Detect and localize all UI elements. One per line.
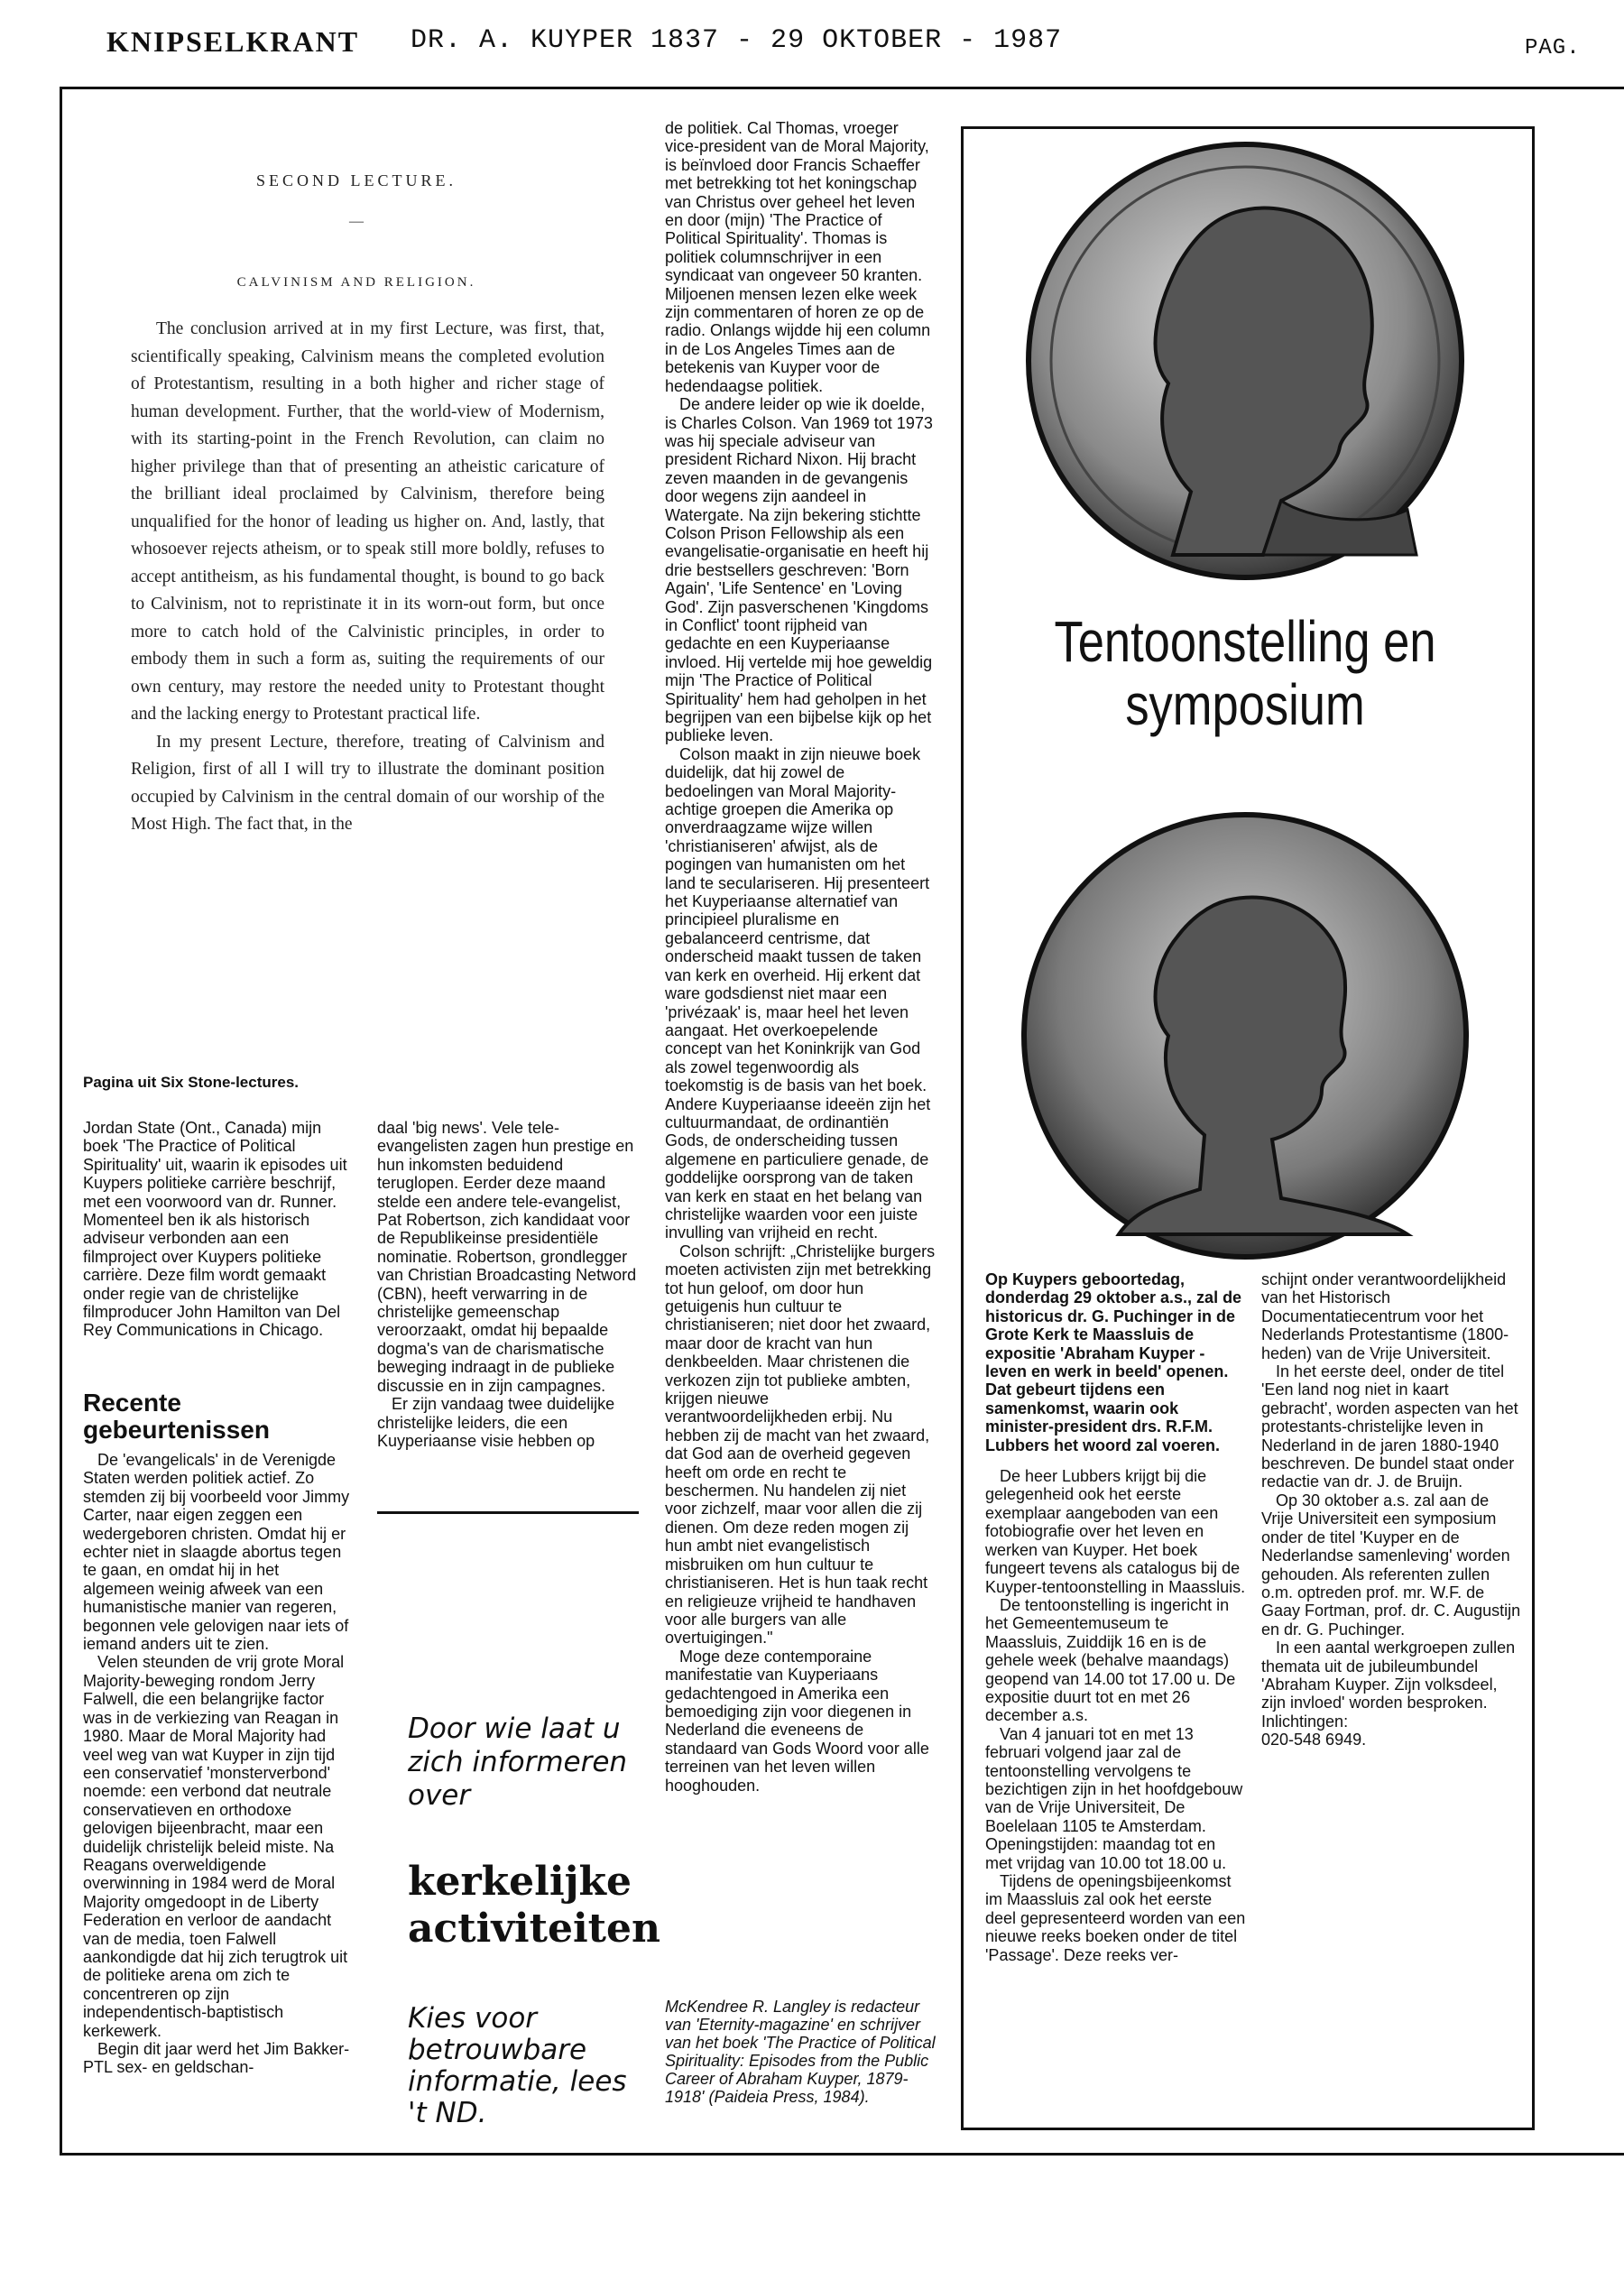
advertisement-line-3: Kies voor betrouwbare informatie, lees 't ND. [408, 2002, 627, 2129]
scan-body [81, 316, 632, 839]
frame-left-rule [60, 87, 62, 2153]
box-column-1 [985, 1270, 1247, 1964]
article-paragraph: de politiek. Cal Thomas, vroeger vice-president van de Moral Majority, is beïnvloed door Francis Schaeffer met betrekking tot het koningschap van Christus over geheel het leven en door (mijn) 'The Practice of Political Spirituality'. Thomas is politiek columnschrijver in een syndicaat van ongeveer 50 kranten. Miljoenen mensen lezen elke week zijn commentaren of horen ze op de radio. Onlangs wijdde hij een column in de Los Angeles Times aan de betekenis van Kuyper voor de hedendaagse politiek. [665, 119, 931, 395]
box-paragraph: Van 4 januari tot en met 13 februari volgend jaar zal de tentoonstelling vervolgens te bezichtigen zijn in het hoofdgebouw van de Vrije Universiteit, De Boelelaan 1105 te Amsterdam. Openingstijden: maandag tot en met vrijdag van 10.00 tot 18.00 u. [985, 1724, 1243, 1872]
article-paragraph: Begin dit jaar werd het Jim Bakker-PTL sex- en geldschan- [83, 2040, 350, 2077]
article-paragraph: Colson maakt in zijn nieuwe boek duidelijk, dat hij zowel de bedoelingen van Moral Majority-achtige groepen die Amerika op onverdraagzame wijze willen 'christianiseren' afwijst, als de pogingen van humanisten om het land te seculariseren. Hij presenteert het Kuyperiaanse alternatief van principieel pluralisme en gebalanceerd centrisme, dat onderscheid maakt tussen de taken van kerk en overheid. Hij erkent dat ware godsdienst niet maar een 'privézaak' is, maar heel het leven aangaat. Het overkoepelende concept van het Koninkrijk van God als zowel tegenwoordig als toekomstig is de basis van het boek. Andere Kuyperiaanse ideeën zijn het cultuurmandaat, de ordinantiën Gods, de onderscheiding tussen algemene en particuliere genade, de goddelijke oorsprong van de taken van kerk en staat en het belang van christelijke waarden voor een juiste invulling van vrijheid en recht. [665, 744, 931, 1242]
advertisement-line-1: Door wie laat u zich informeren over [408, 1712, 628, 1812]
publication-title: KNIPSELKRANT [106, 25, 360, 58]
article-column-1 [83, 1119, 354, 1340]
box-phone-number: 020-548 6949. [1261, 1731, 1367, 1749]
article-column-3 [665, 119, 936, 1795]
scan-paragraph: In my present Lecture, therefore, treating of Calvinism and Religion, first of all I will try to illustrate the dominant position occupied by Calvinism in the central domain of our worship of the Most High. The fact that, in the [131, 732, 604, 834]
scanned-book-page [81, 144, 632, 1047]
article-paragraph: Colson schrijft: „Christelijke burgers moeten activisten zijn met betrekking tot hun geloof, om door hun getuigenis hun cultuur te christianiseren; niet door het zwaard, maar door de kracht van hun denkbeelden. Maar christenen die verkozen zijn tot publieke ambten, krijgen nieuwe verantwoordelijkheden erbij. Nu hebben zij de macht van het zwaard, dat God aan de overheid gegeven heeft om orde en recht te beschermen. Nu handelen zij niet voor zichzelf, maar voor allen die zij dienen. Om deze reden mogen zij hun ambt niet evangelistisch misbruiken om hun cultuur te christianiseren. Het is hun taak recht en religieuze vrijheid te handhaven voor alle burgers van alle overtuigingen." [665, 1242, 936, 1648]
box-paragraph: In het eerste deel, onder de titel 'Een land nog niet in kaart gebracht', worden aspecten van het protestants-christelijke leven in Nederland in de jaren 1880-1940 beschreven. De bundel staat onder redactie van dr. J. de Bruijn. [1261, 1362, 1518, 1491]
exhibition-title: Tentoonstelling en symposium [1054, 609, 1436, 737]
box-paragraph: schijnt onder verantwoordelijkheid van het Historisch Documentatiecentrum voor het Nederlands Protestantisme (1800-heden) van de Vrije Universiteit. [1261, 1270, 1509, 1362]
scan-paragraph: The conclusion arrived at in my first Lecture, was first, that, scientifically speaking, Calvinism means the completed evolution of Protestantism, resulting in a both higher and richer stage of human development. Further, that the world-view of Modernism, with its starting-point in the French Revolution, can claim no higher privilege than that of presenting an atheistic caricature of the brilliant ideal proclaimed by Calvinism, therefore being unqualified for the honor of leading us higher on. And, lastly, that whosoever rejects atheism, or to speak still more boldly, refuses to accept antitheism, as his fundamental thought, is bound to go back to Calvinism, not to repristinate it in its worn-out form, but once more to catch hold of the Calvinistic principles, in order to embody them in such a form as, suiting the requirements of our own century, may restore the needed unity to Protestant thought and the lacking energy to Protestant practical life. [131, 319, 604, 724]
column-end-rule [377, 1511, 639, 1514]
article-paragraph: Moge deze contemporaine manifestatie van Kuyperiaans gedachtengoed in Amerika een bemoediging zijn voor diegenen in Nederland die eveneens de standaard van Gods Woord voor alle terreinen van het leven willen hooghouden. [665, 1647, 929, 1795]
scan-subheading: CALVINISM AND RELIGION. [236, 275, 476, 290]
scan-divider: — [349, 214, 364, 229]
box-paragraph: In een aantal werkgroepen zullen themata uit de jubileumbundel 'Abraham Kuyper. Zijn volksdeel, zijn invloed' worden besproken. Inlichtingen: [1261, 1639, 1516, 1731]
article-paragraph: De andere leider op wie ik doelde, is Charles Colson. Van 1969 tot 1973 was hij speciale adviseur van president Richard Nixon. Hij bracht zeven maanden in de gevangenis door wegens zijn aandeel in Watergate. Na zijn bekering stichtte Colson Prison Fellowship als een evangelisatie-organisatie en heeft hij drie bestsellers geschreven: 'Born Again', 'Life Sentence' en 'Loving God'. Zijn pasverschenen 'Kingdoms in Conflict' toont rijpheid van gedachte en een Kuyperiaanse invloed. Hij vertelde mij hoe geweldig mijn 'The Practice of Political Spirituality' hem had geholpen in het begrijpen van een bijbelse kijk op het publieke leven. [665, 395, 933, 745]
box-paragraph: Op 30 oktober a.s. zal aan de Vrije Universiteit een symposium onder de titel 'Kuyper en de Nederlandse samenleving' worden gehouden. Als referenten zullen o.m. optreden prof. mr. W.F. de Gaay Fortman, prof. dr. C. Augustijn en dr. G. Puchinger. [1261, 1491, 1521, 1639]
box-paragraph: De tentoonstelling is ingericht in het Gemeentemuseum te Maassluis, Zuiddijk 16 en is de gehele week (behalve maandags) geopend van 14.00 tot 17.00 u. De expositie duurt tot en met 26 december a.s. [985, 1595, 1236, 1725]
box-paragraph: De heer Lubbers krijgt bij die gelegenheid ook het eerste exemplaar aangeboden van een fotobiografie over het leven en werken van Kuyper. Het boek fungeert tevens als catalogus bij de Kuyper-tentoonstelling in Maassluis. [985, 1467, 1246, 1596]
author-byline: McKendree R. Langley is redacteur van 'Eternity-magazine' en schrijver van het boek 'The Practice of Political Spirituality: Episodes from the Public Career of Abraham Kuyper, 1879-1918' (Paideia Press, 1984). [665, 1998, 936, 2106]
article-column-1-continued [83, 1451, 354, 2077]
scan-heading: SECOND LECTURE. [256, 171, 457, 189]
article-column-2 [377, 1119, 648, 1450]
edition-date: DR. A. KUYPER 1837 - 29 OKTOBER - 1987 [411, 25, 1063, 56]
frame-bottom-rule [60, 2153, 1624, 2156]
box-column-2 [1261, 1270, 1523, 1749]
frame-top-rule [60, 87, 1624, 89]
article-paragraph: daal 'big news'. Vele tele-evangelisten zagen hun prestige en hun inkomsten beduidend teruglopen. Eerder deze maand stelde een andere tele-evangelist, Pat Robertson, zich kandidaat voor de Republikeinse presidentiële nominatie. Robertson, grondlegger van Christian Broadcasting Netword (CBN), heeft verwarring in de christelijke gemeenschap veroorzaakt, omdat hij bepaalde dogma's van de charismatische beweging indraagt in de publieke discussie en in zijn campagnes. [377, 1119, 637, 1395]
image-caption: Pagina uit Six Stone-lectures. [83, 1074, 300, 1091]
article-paragraph: Jordan State (Ont., Canada) mijn boek 'The Practice of Political Spirituality' uit, waarin ik episodes uit Kuypers politieke carrière beschrijf, met een voorwoord van dr. Runner. Momenteel ben ik als historisch adviseur verbonden aan een filmproject over Kuypers politieke carrière. Deze film wordt gemaakt onder regie van de christelijke filmproducer John Hamilton van Del Rey Communications in Chicago. [83, 1119, 347, 1340]
box-paragraph: Tijdens de openingsbijeenkomst im Maassluis zal ook het eerste deel gepresenteerd worden van een nieuwe reeks boeken onder de titel 'Passage'. Deze reeks ver- [985, 1872, 1246, 1964]
article-paragraph: Velen steunden de vrij grote Moral Majority-beweging rondom Jerry Falwell, die een belangrijke factor was in de verkiezing van Reagan in 1980. Maar de Moral Majority had veel weg van wat Kuyper in zijn tijd een conservatief 'monsterverbond' noemde: een verbond dat neutrale conservatieven en orthodoxe gelovigen bijeenbracht, maar een duidelijk christelijk beleid miste. Na Reagans overweldigende overwinning in 1984 werd de Moral Majority omgedoopt in de Liberty Federation en verloor de aandacht van de media, toen Falwell aankondigde dat hij zich terugtrok uit de politieke arena om zich te concentreren op zijn independentisch-baptistisch kerkewerk. [83, 1653, 348, 2040]
advertisement-line-2: kerkelijke activiteiten [408, 1859, 660, 1952]
article-paragraph: De 'evangelicals' in de Verenigde Staten werden politiek actief. Zo stemden zij bij voorbeeld voor Jimmy Carter, naar eigen zeggen een wedergeboren christen. Omdat hij er echter niet in slaagde abortus tegen te gaan, en omdat hij in het algemeen weinig afweek van een humanistische manier van regeren, begonnen vele gelovigen naar iets of iemand anders uit te zien. [83, 1451, 350, 1654]
kuyper-medal-image-bottom [1010, 801, 1480, 1270]
box-lead-paragraph: Op Kuypers geboortedag, donderdag 29 oktober a.s., zal de historicus dr. G. Puchinger in de Grote Kerk te Maassluis de expositie 'Abraham Kuyper - leven en werk in beeld' openen. Dat gebeurt tijdens een samenkomst, waarin ook minister-president drs. R.F.M. Lubbers het woord zal voeren. [985, 1270, 1242, 1454]
kuyper-medal-image-top [1010, 131, 1480, 591]
article-paragraph: Er zijn vandaag twee duidelijke christelijke leiders, die een Kuyperiaanse visie hebben op [377, 1395, 615, 1450]
page-label: PAG. [1525, 36, 1581, 60]
section-subheading: Recente gebeurtenissen [83, 1389, 270, 1444]
